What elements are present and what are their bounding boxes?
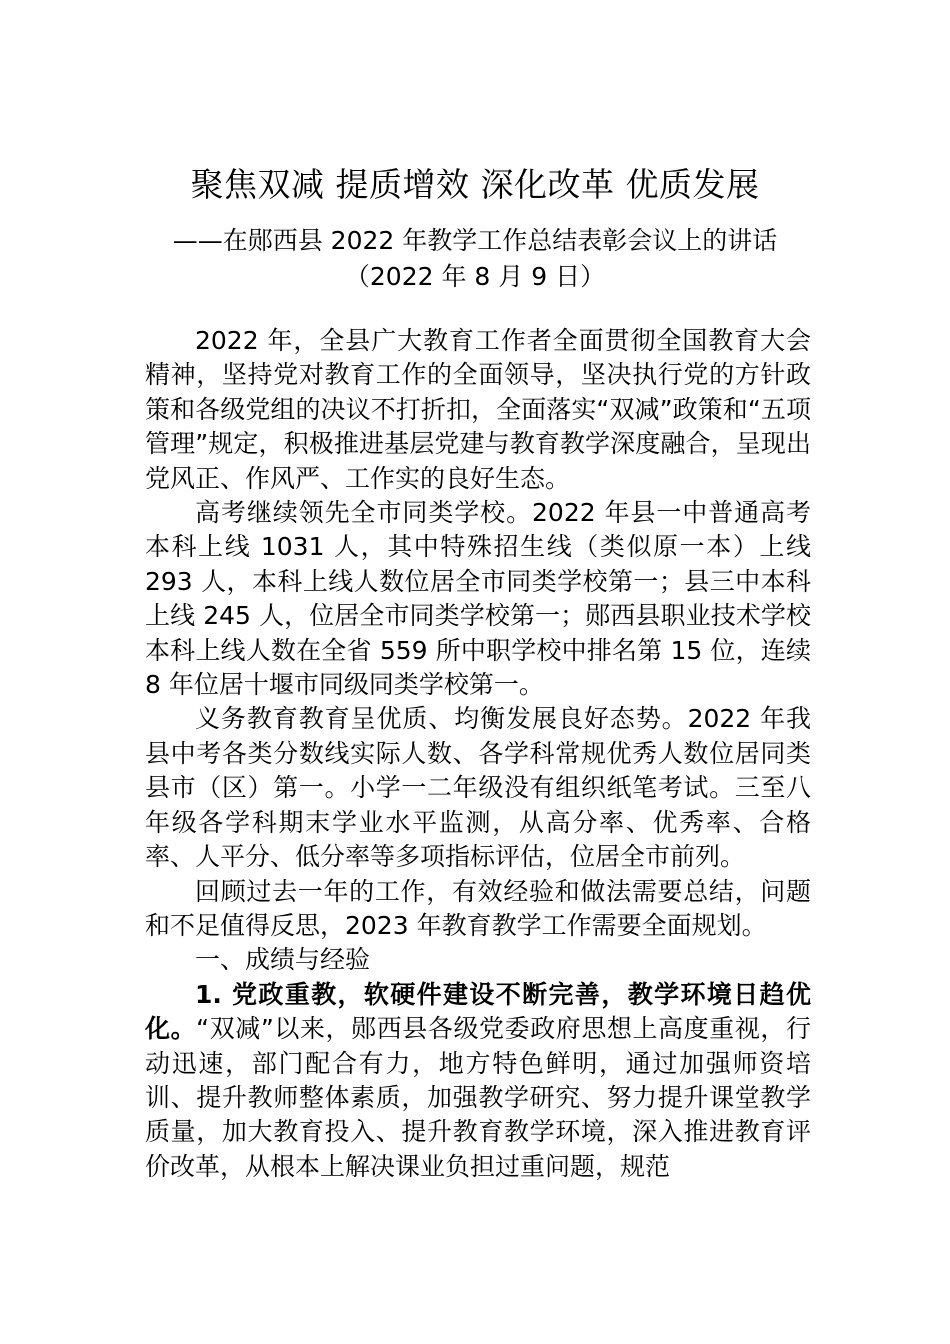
- point-1-heading: 1. 党政重教，软硬件建设不断完善，教学环境日趋优化。: [145, 979, 811, 1044]
- document-title: 聚焦双减 提质增效 深化改革 优质发展: [190, 165, 760, 204]
- paragraph-review: 回顾过去一年的工作，有效经验和做法需要总结，问题和不足值得反思，2023 年教育教学工作需要全面规划。: [145, 876, 811, 940]
- section-heading: 一、成绩与经验: [195, 945, 371, 975]
- document-subtitle: ——在郧西县 2022 年教学工作总结表彰会议上的讲话: [172, 226, 778, 255]
- paragraph-intro: 2022 年，全县广大教育工作者全面贯彻全国教育大会精神，坚持党对教育工作的全面领导，坚决执行党的方针政策和各级党组的决议不打折扣，全面落实“双减”政策和“五项管理”规定，积极推进基层党建与教育教学深度融合，呈现出党风正、作风严、工作实的良好生态。: [145, 326, 811, 493]
- point-1-text: “双减”以来，郧西县各级党委政府思想上高度重视，行动迅速，部门配合有力，地方特色鲜明，通过加强师资培训、提升教师整体素质，加强教学研究、努力提升课堂教学质量，加大教育投入、提升教育教学环境，深入推进教育评价改革，从根本上解决课业负担过重问题，规范: [145, 1014, 811, 1181]
- speech-date: （2022 年 8 月 9 日）: [344, 262, 606, 291]
- document-body: [145, 324, 811, 1184]
- paragraph-compulsory-education: 义务教育教育呈优质、均衡发展良好态势。2022 年我县中考各类分数线实际人数、各学科常规优秀人数位居同类县市（区）第一。小学一二年级没有组织纸笔考试。三至八年级各学科期末学业水平监测，从高分率、优秀率、合格率、人平分、低分率等多项指标评估，位居全市前列。: [145, 704, 811, 872]
- paragraph-college-exam: 高考继续领先全市同类学校。2022 年县一中普通高考本科上线 1031 人，其中特殊招生线（类似原一本）上线 293 人，本科上线人数位居全市同类学校第一；县三中本科上线 245 人，位居全市同类学校第一；郧西县职业技术学校本科上线人数在全省 559 所中职学校中排名第 15 位，连续 8 年位居十堰市同级同类学校第一。: [145, 498, 811, 700]
- point-1-paragraph: [145, 978, 811, 1184]
